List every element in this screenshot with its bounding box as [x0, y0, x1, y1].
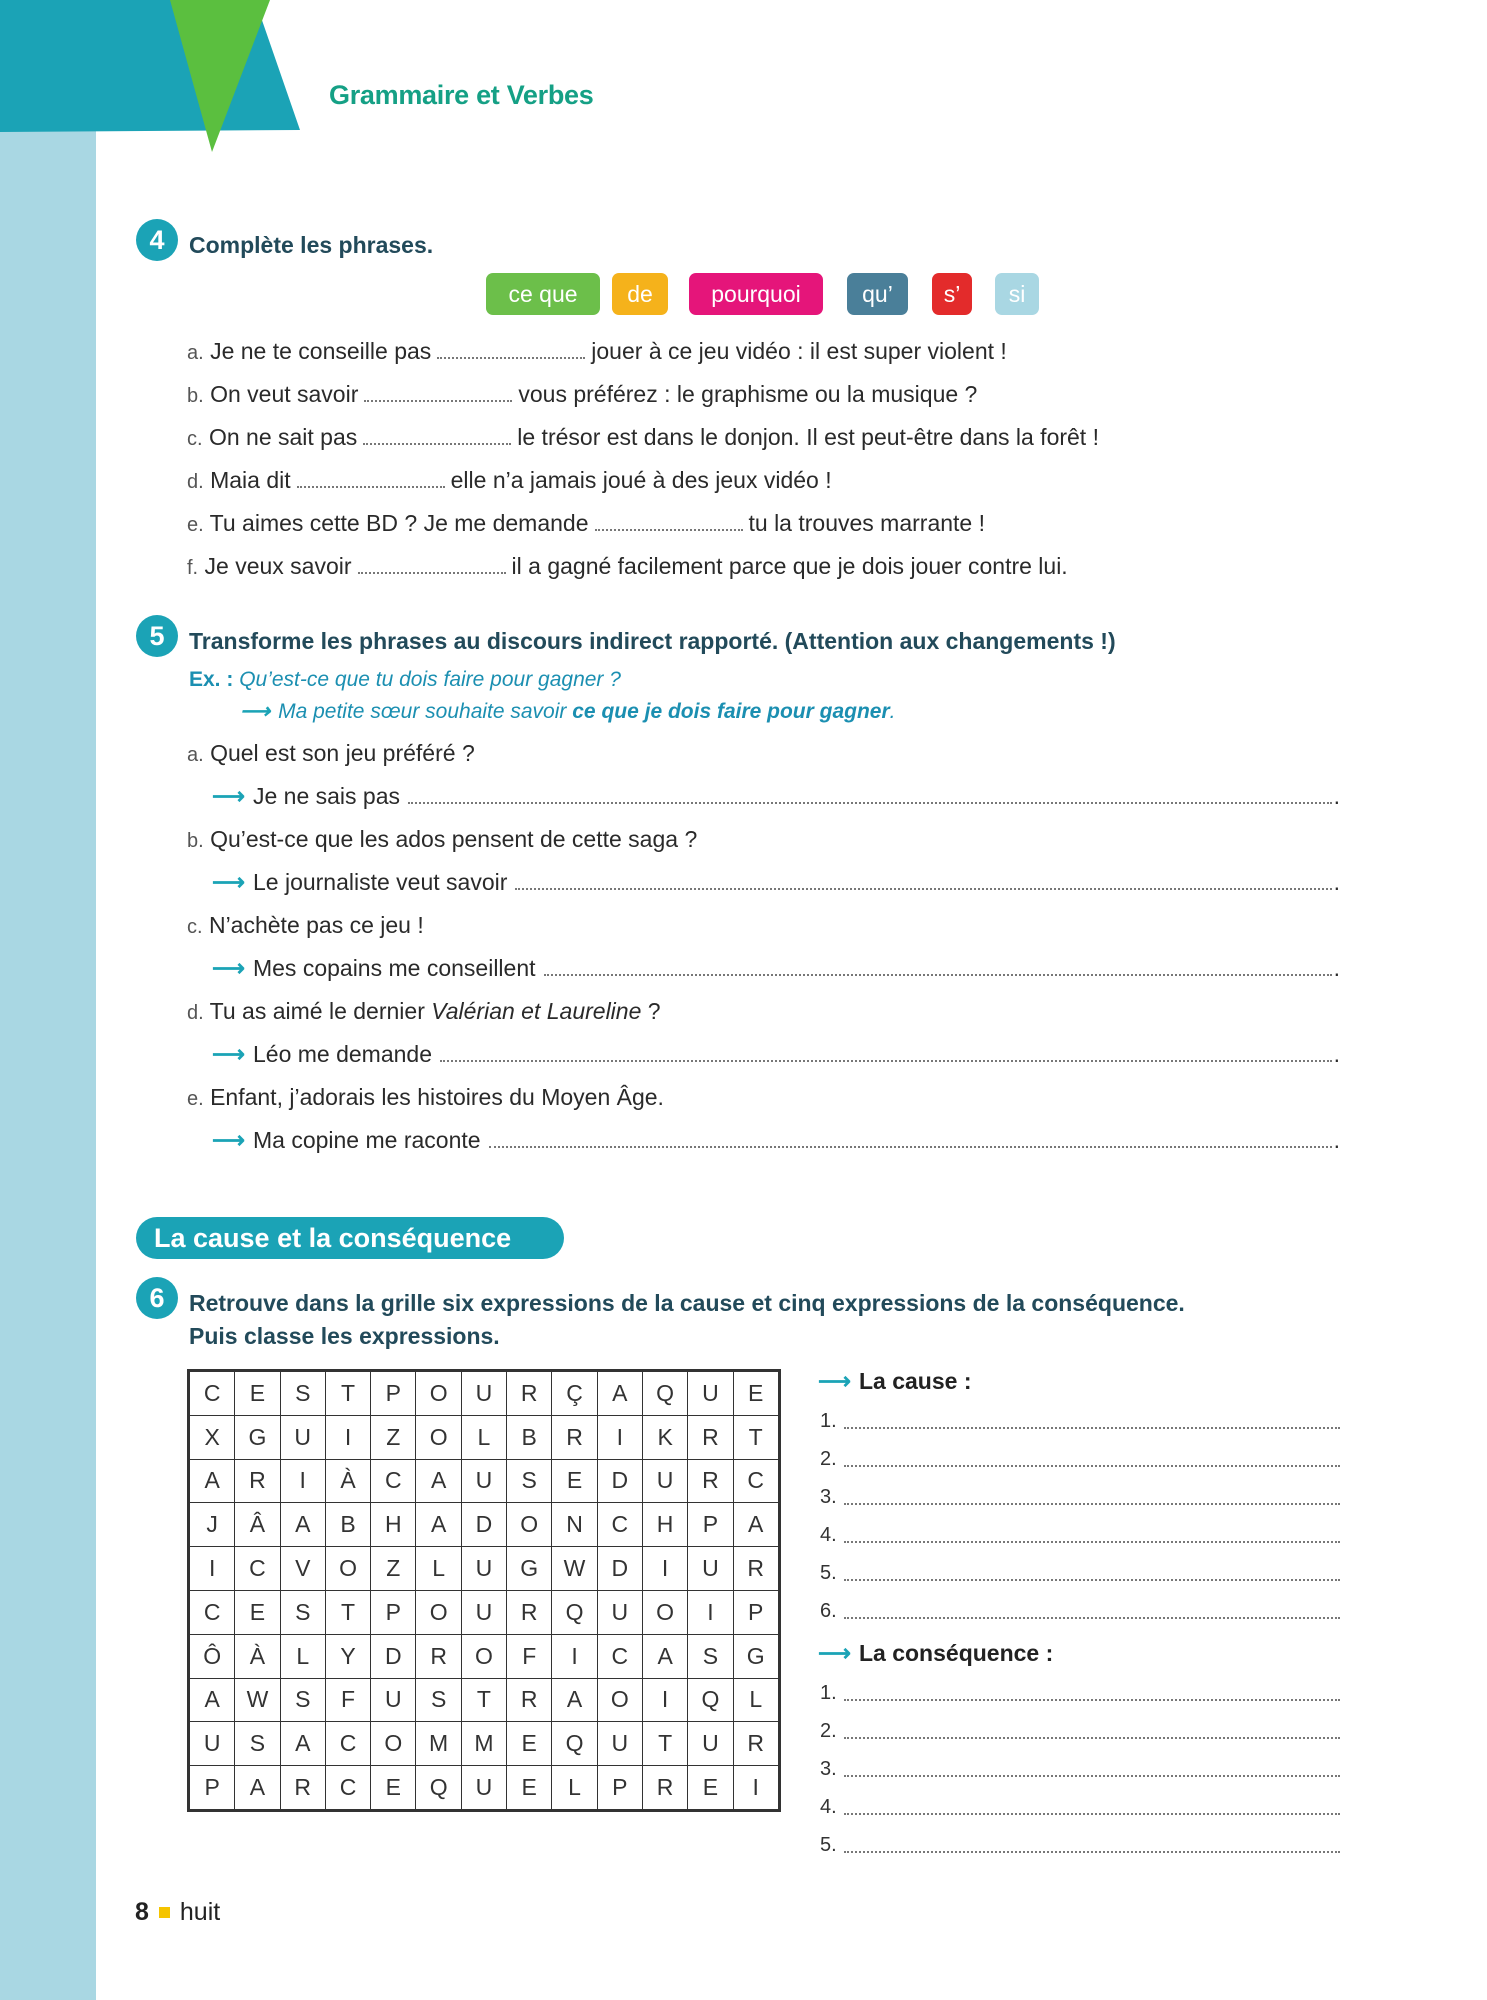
answer-input[interactable] — [844, 1579, 1340, 1581]
item-text-before: Tu aimes cette BD ? Je me demande — [209, 510, 589, 536]
exercise-6-number: 6 — [136, 1277, 178, 1319]
grid-cell[interactable]: H — [371, 1503, 416, 1547]
grid-cell[interactable]: E — [552, 1459, 597, 1503]
grid-cell[interactable]: R — [280, 1766, 325, 1811]
corner-decoration — [0, 0, 320, 160]
word-tag: ce que — [486, 273, 600, 315]
grid-cell[interactable]: R — [507, 1371, 552, 1416]
answer-number: 4. — [820, 1524, 837, 1546]
grid-cell[interactable]: K — [642, 1415, 687, 1459]
item-text-before: On veut savoir — [210, 381, 359, 407]
grid-cell[interactable]: À — [235, 1634, 280, 1678]
answer-line — [820, 1486, 1340, 1509]
arrow-icon: ⟶ — [818, 1640, 851, 1666]
grid-row — [189, 1459, 780, 1503]
exercise-4-number: 4 — [136, 219, 178, 261]
answer-input[interactable] — [408, 786, 1332, 804]
consequence-heading — [818, 1640, 1053, 1667]
question-text: Quel est son jeu préféré ? — [210, 740, 475, 766]
grid-cell[interactable]: U — [461, 1590, 506, 1634]
question-text-end: ? — [647, 998, 661, 1024]
grid-row — [189, 1590, 780, 1634]
answer-line — [820, 1600, 1340, 1623]
blank-input[interactable] — [358, 554, 506, 574]
grid-cell[interactable]: O — [642, 1590, 687, 1634]
page-number: 8 — [135, 1898, 149, 1926]
grid-cell[interactable]: À — [325, 1459, 370, 1503]
grid-cell[interactable]: S — [280, 1590, 325, 1634]
grid-cell[interactable]: O — [416, 1590, 461, 1634]
grid-cell[interactable]: E — [507, 1766, 552, 1811]
grid-cell[interactable]: S — [507, 1459, 552, 1503]
answer-number: 3. — [820, 1486, 837, 1508]
item-text-after: jouer à ce jeu vidéo : il est super violent ! — [591, 338, 1007, 364]
page-footer — [135, 1898, 220, 1927]
page-header-title: Grammaire et Verbes — [329, 80, 594, 110]
grid-cell[interactable]: A — [416, 1503, 461, 1547]
grid-cell[interactable]: U — [189, 1722, 235, 1766]
sidebar-stripe — [0, 0, 96, 2000]
consequence-title: La conséquence : — [858, 1640, 1054, 1666]
grid-cell[interactable]: U — [461, 1766, 506, 1811]
grid-cell[interactable]: O — [416, 1415, 461, 1459]
arrow-icon: ⟶ — [212, 1127, 245, 1153]
grid-cell[interactable]: U — [688, 1547, 733, 1591]
grid-cell[interactable]: U — [597, 1722, 642, 1766]
answer-number: 5. — [820, 1834, 837, 1856]
blank-input[interactable] — [437, 339, 585, 359]
grid-cell[interactable]: I — [189, 1547, 235, 1591]
answer-number: 1. — [820, 1410, 837, 1432]
grid-cell[interactable]: E — [371, 1766, 416, 1811]
grid-cell[interactable]: M — [461, 1722, 506, 1766]
item-letter: e. — [187, 1088, 204, 1110]
grid-cell[interactable]: H — [642, 1503, 687, 1547]
answer-input[interactable] — [844, 1617, 1340, 1619]
grid-cell[interactable]: R — [688, 1415, 733, 1459]
exercise-5-answer — [212, 1041, 1340, 1068]
grid-cell[interactable]: R — [688, 1459, 733, 1503]
grid-cell[interactable]: U — [280, 1415, 325, 1459]
grid-cell[interactable]: Ô — [189, 1634, 235, 1678]
grid-cell[interactable]: I — [688, 1590, 733, 1634]
answer-number: 4. — [820, 1796, 837, 1818]
grid-cell[interactable]: M — [416, 1722, 461, 1766]
grid-cell[interactable]: P — [733, 1590, 779, 1634]
exercise-4-item — [187, 510, 985, 537]
grid-cell[interactable]: Z — [371, 1547, 416, 1591]
question-text-start: Tu as aimé le dernier — [209, 998, 425, 1024]
answer-prompt: Mes copains me conseillent — [252, 955, 536, 981]
grid-cell[interactable]: Q — [552, 1722, 597, 1766]
grid-cell[interactable]: C — [189, 1590, 235, 1634]
grid-cell[interactable]: R — [235, 1459, 280, 1503]
grid-cell[interactable]: Ç — [552, 1371, 597, 1416]
word-tag: si — [995, 273, 1039, 315]
item-letter: d. — [187, 1002, 204, 1024]
item-letter: b. — [187, 385, 204, 407]
grid-cell[interactable]: A — [235, 1766, 280, 1811]
grid-cell[interactable]: E — [688, 1766, 733, 1811]
word-tag: s’ — [932, 273, 972, 315]
answer-prompt: Je ne sais pas — [252, 783, 401, 809]
word-tag: de — [612, 273, 668, 315]
grid-row — [189, 1766, 780, 1811]
grid-cell[interactable]: R — [733, 1547, 779, 1591]
exercise-5-question — [187, 740, 475, 767]
item-letter: d. — [187, 471, 204, 493]
grid-cell[interactable]: R — [642, 1766, 687, 1811]
page-word: huit — [179, 1898, 221, 1926]
item-text-before: Maia dit — [210, 467, 291, 493]
grid-cell[interactable]: D — [597, 1459, 642, 1503]
exercise-5-answer — [212, 783, 1340, 810]
grid-cell[interactable]: A — [189, 1459, 235, 1503]
grid-cell[interactable]: P — [371, 1371, 416, 1416]
example-question-text: Qu’est-ce que tu dois faire pour gagner ? — [239, 668, 621, 691]
grid-cell[interactable]: P — [371, 1590, 416, 1634]
arrow-icon: ⟶ — [212, 955, 245, 981]
item-text-after: tu la trouves marrante ! — [748, 510, 985, 536]
grid-cell[interactable]: R — [507, 1678, 552, 1722]
grid-cell[interactable]: Q — [642, 1371, 687, 1416]
grid-cell[interactable]: T — [461, 1678, 506, 1722]
grid-cell[interactable]: I — [597, 1415, 642, 1459]
grid-cell[interactable]: U — [642, 1459, 687, 1503]
grid-cell[interactable]: S — [235, 1722, 280, 1766]
grid-cell[interactable]: C — [371, 1459, 416, 1503]
grid-cell[interactable]: O — [507, 1503, 552, 1547]
grid-cell[interactable]: P — [688, 1503, 733, 1547]
grid-cell[interactable]: T — [325, 1590, 370, 1634]
grid-cell[interactable]: C — [189, 1371, 235, 1416]
grid-cell[interactable]: C — [733, 1459, 779, 1503]
grid-cell[interactable]: S — [416, 1678, 461, 1722]
cause-heading — [818, 1368, 971, 1395]
answer-period: . — [1333, 1127, 1340, 1153]
answer-input[interactable] — [544, 958, 1332, 976]
grid-cell[interactable]: R — [507, 1590, 552, 1634]
question-text: N’achète pas ce jeu ! — [208, 912, 424, 938]
grid-cell[interactable]: Â — [235, 1503, 280, 1547]
grid-cell[interactable]: L — [280, 1634, 325, 1678]
exercise-5-question — [187, 912, 424, 939]
answer-period: . — [1333, 783, 1340, 809]
blank-input[interactable] — [364, 382, 512, 402]
grid-cell[interactable]: S — [280, 1371, 325, 1416]
answer-number: 2. — [820, 1448, 837, 1470]
grid-cell[interactable]: D — [461, 1503, 506, 1547]
cause-title: La cause : — [858, 1368, 972, 1394]
item-letter: c. — [187, 916, 203, 938]
grid-cell[interactable]: B — [507, 1415, 552, 1459]
grid-cell[interactable]: L — [416, 1547, 461, 1591]
exercise-6-instruction-line1: Retrouve dans la grille six expressions de la cause et cinq expressions de la conséquence. — [189, 1290, 1185, 1316]
grid-row — [189, 1678, 780, 1722]
grid-row — [189, 1503, 780, 1547]
grid-cell[interactable]: I — [552, 1634, 597, 1678]
grid-cell[interactable]: O — [597, 1678, 642, 1722]
grid-cell[interactable]: I — [642, 1678, 687, 1722]
answer-line — [820, 1720, 1340, 1743]
grid-cell[interactable]: G — [733, 1634, 779, 1678]
grid-cell[interactable]: O — [371, 1722, 416, 1766]
grid-cell[interactable]: J — [189, 1503, 235, 1547]
grid-cell[interactable]: P — [189, 1766, 235, 1811]
answer-input[interactable] — [844, 1851, 1340, 1853]
grid-cell[interactable]: S — [280, 1678, 325, 1722]
answer-line — [820, 1524, 1340, 1547]
grid-cell[interactable]: O — [325, 1547, 370, 1591]
exercise-4-item — [187, 467, 832, 494]
answer-input[interactable] — [515, 872, 1331, 890]
grid-cell[interactable]: P — [597, 1766, 642, 1811]
arrow-icon: ⟶ — [240, 700, 271, 723]
grid-row — [189, 1371, 780, 1416]
question-text: Qu’est-ce que les ados pensent de cette saga ? — [210, 826, 698, 852]
grid-cell[interactable]: N — [552, 1503, 597, 1547]
exercise-5-answer — [212, 869, 1340, 896]
grid-cell[interactable]: U — [688, 1722, 733, 1766]
blank-input[interactable] — [363, 425, 511, 445]
arrow-icon: ⟶ — [212, 1041, 245, 1067]
item-text-after: elle n’a jamais joué à des jeux vidéo ! — [450, 467, 832, 493]
grid-cell[interactable]: Z — [371, 1415, 416, 1459]
item-text-after: le trésor est dans le donjon. Il est peut-être dans la forêt ! — [517, 424, 1099, 450]
exercise-6-instruction-line2: Puis classe les expressions. — [189, 1323, 500, 1349]
grid-cell[interactable]: C — [325, 1766, 370, 1811]
grid-row — [189, 1547, 780, 1591]
exercise-4-item — [187, 338, 1007, 365]
arrow-icon: ⟶ — [212, 783, 245, 809]
exercise-5-answer — [212, 955, 1340, 982]
grid-cell[interactable]: W — [235, 1678, 280, 1722]
answer-input[interactable] — [844, 1699, 1340, 1701]
exercise-5-answer — [212, 1127, 1340, 1154]
answer-input[interactable] — [844, 1737, 1340, 1739]
answer-input[interactable] — [844, 1813, 1340, 1815]
question-title-italic: Valérian et Laureline — [431, 998, 642, 1024]
grid-cell[interactable]: U — [461, 1459, 506, 1503]
grid-cell[interactable]: E — [507, 1722, 552, 1766]
answer-line — [820, 1796, 1340, 1819]
item-letter: a. — [187, 744, 204, 766]
exercise-4-item — [187, 381, 977, 408]
answer-input[interactable] — [844, 1465, 1340, 1467]
item-letter: f. — [187, 557, 199, 579]
grid-cell[interactable]: Q — [552, 1590, 597, 1634]
grid-cell[interactable]: R — [733, 1722, 779, 1766]
grid-cell[interactable]: A — [552, 1678, 597, 1722]
example-answer-bold: ce que je dois faire pour gagner — [572, 700, 890, 723]
item-letter: a. — [187, 342, 204, 364]
grid-cell[interactable]: A — [733, 1503, 779, 1547]
grid-cell[interactable]: I — [280, 1459, 325, 1503]
grid-cell[interactable]: G — [507, 1547, 552, 1591]
exercise-4-item — [187, 553, 1068, 580]
exercise-4-item — [187, 424, 1099, 451]
grid-cell[interactable]: B — [325, 1503, 370, 1547]
grid-cell[interactable]: C — [325, 1722, 370, 1766]
grid-cell[interactable]: Y — [325, 1634, 370, 1678]
grid-cell[interactable]: F — [325, 1678, 370, 1722]
answer-number: 1. — [820, 1682, 837, 1704]
answer-prompt: Le journaliste veut savoir — [252, 869, 508, 895]
grid-cell[interactable]: D — [597, 1547, 642, 1591]
grid-cell[interactable]: U — [461, 1371, 506, 1416]
answer-input[interactable] — [440, 1044, 1332, 1062]
grid-cell[interactable]: I — [642, 1547, 687, 1591]
answer-prompt: Léo me demande — [252, 1041, 432, 1067]
exercise-5-question — [187, 1084, 664, 1111]
grid-cell[interactable]: R — [552, 1415, 597, 1459]
item-letter: e. — [187, 514, 204, 536]
grid-cell[interactable]: T — [733, 1415, 779, 1459]
grid-cell[interactable]: V — [280, 1547, 325, 1591]
grid-cell[interactable]: R — [416, 1634, 461, 1678]
example-answer-start: Ma petite sœur souhaite savoir — [278, 700, 567, 723]
grid-cell[interactable]: A — [416, 1459, 461, 1503]
word-tag: qu’ — [847, 273, 908, 315]
example-question — [189, 668, 621, 692]
grid-cell[interactable]: E — [733, 1371, 779, 1416]
item-text-after: il a gagné facilement parce que je dois jouer contre lui. — [511, 553, 1068, 579]
grid-cell[interactable]: X — [189, 1415, 235, 1459]
exercise-5-number: 5 — [136, 615, 178, 657]
example-answer — [240, 699, 896, 724]
grid-cell[interactable]: I — [325, 1415, 370, 1459]
grid-cell[interactable]: Q — [416, 1766, 461, 1811]
grid-cell[interactable]: C — [597, 1634, 642, 1678]
grid-cell[interactable]: G — [235, 1415, 280, 1459]
item-text-after: vous préférez : le graphisme ou la musique ? — [518, 381, 978, 407]
grid-cell[interactable]: L — [733, 1678, 779, 1722]
blank-input[interactable] — [297, 468, 445, 488]
answer-input[interactable] — [489, 1130, 1332, 1148]
item-text-before: Je ne te conseille pas — [210, 338, 432, 364]
answer-line — [820, 1410, 1340, 1433]
grid-cell[interactable]: A — [189, 1678, 235, 1722]
example-answer-end: . — [889, 700, 896, 723]
answer-period: . — [1333, 955, 1340, 981]
answer-number: 2. — [820, 1720, 837, 1742]
example-label: Ex. : — [189, 668, 234, 691]
answer-line — [820, 1562, 1340, 1585]
grid-cell[interactable]: W — [552, 1547, 597, 1591]
grid-cell[interactable]: L — [461, 1415, 506, 1459]
answer-input[interactable] — [844, 1503, 1340, 1505]
answer-number: 5. — [820, 1562, 837, 1584]
grid-cell[interactable]: O — [416, 1371, 461, 1416]
item-letter: b. — [187, 830, 204, 852]
question-text: Enfant, j’adorais les histoires du Moyen Âge. — [210, 1084, 664, 1110]
item-letter: c. — [187, 428, 203, 450]
grid-cell[interactable]: A — [597, 1371, 642, 1416]
grid-cell[interactable]: S — [688, 1634, 733, 1678]
grid-cell[interactable]: E — [235, 1371, 280, 1416]
grid-cell[interactable]: Q — [688, 1678, 733, 1722]
grid-row — [189, 1722, 780, 1766]
exercise-5-question — [187, 826, 697, 853]
grid-cell[interactable]: U — [371, 1678, 416, 1722]
item-text-before: On ne sait pas — [208, 424, 358, 450]
answer-period: . — [1333, 869, 1340, 895]
answer-input[interactable] — [844, 1541, 1340, 1543]
grid-cell[interactable]: I — [733, 1766, 779, 1811]
yellow-square-icon — [159, 1907, 170, 1918]
grid-row — [189, 1415, 780, 1459]
grid-cell[interactable]: C — [597, 1503, 642, 1547]
exercise-5-question — [187, 998, 661, 1025]
grid-cell[interactable]: U — [688, 1371, 733, 1416]
grid-cell[interactable]: A — [280, 1503, 325, 1547]
grid-cell[interactable]: A — [642, 1634, 687, 1678]
grid-cell[interactable]: O — [461, 1634, 506, 1678]
arrow-icon: ⟶ — [212, 869, 245, 895]
answer-input[interactable] — [844, 1775, 1340, 1777]
grid-cell[interactable]: C — [235, 1547, 280, 1591]
answer-input[interactable] — [844, 1427, 1340, 1429]
grid-cell[interactable]: T — [325, 1371, 370, 1416]
answer-period: . — [1333, 1041, 1340, 1067]
grid-row — [189, 1634, 780, 1678]
blank-input[interactable] — [595, 511, 743, 531]
grid-cell[interactable]: T — [642, 1722, 687, 1766]
answer-number: 3. — [820, 1758, 837, 1780]
answer-line — [820, 1758, 1340, 1781]
section-banner: La cause et la conséquence — [136, 1217, 564, 1259]
answer-line — [820, 1834, 1340, 1857]
word-tag: pourquoi — [689, 273, 823, 315]
answer-line — [820, 1682, 1340, 1705]
grid-cell[interactable]: L — [552, 1766, 597, 1811]
grid-cell[interactable]: U — [461, 1547, 506, 1591]
exercise-4-instruction: Complète les phrases. — [189, 232, 434, 258]
grid-cell[interactable]: A — [280, 1722, 325, 1766]
answer-prompt: Ma copine me raconte — [252, 1127, 481, 1153]
exercise-5-instruction: Transforme les phrases au discours indirect rapporté. (Attention aux changements !) — [189, 628, 1116, 654]
grid-cell[interactable]: D — [371, 1634, 416, 1678]
arrow-icon: ⟶ — [818, 1368, 851, 1394]
item-text-before: Je veux savoir — [204, 553, 352, 579]
answer-line — [820, 1448, 1340, 1471]
grid-cell[interactable]: F — [507, 1634, 552, 1678]
grid-cell[interactable]: E — [235, 1590, 280, 1634]
word-search-grid — [187, 1369, 781, 1812]
answer-number: 6. — [820, 1600, 837, 1622]
grid-cell[interactable]: U — [597, 1590, 642, 1634]
